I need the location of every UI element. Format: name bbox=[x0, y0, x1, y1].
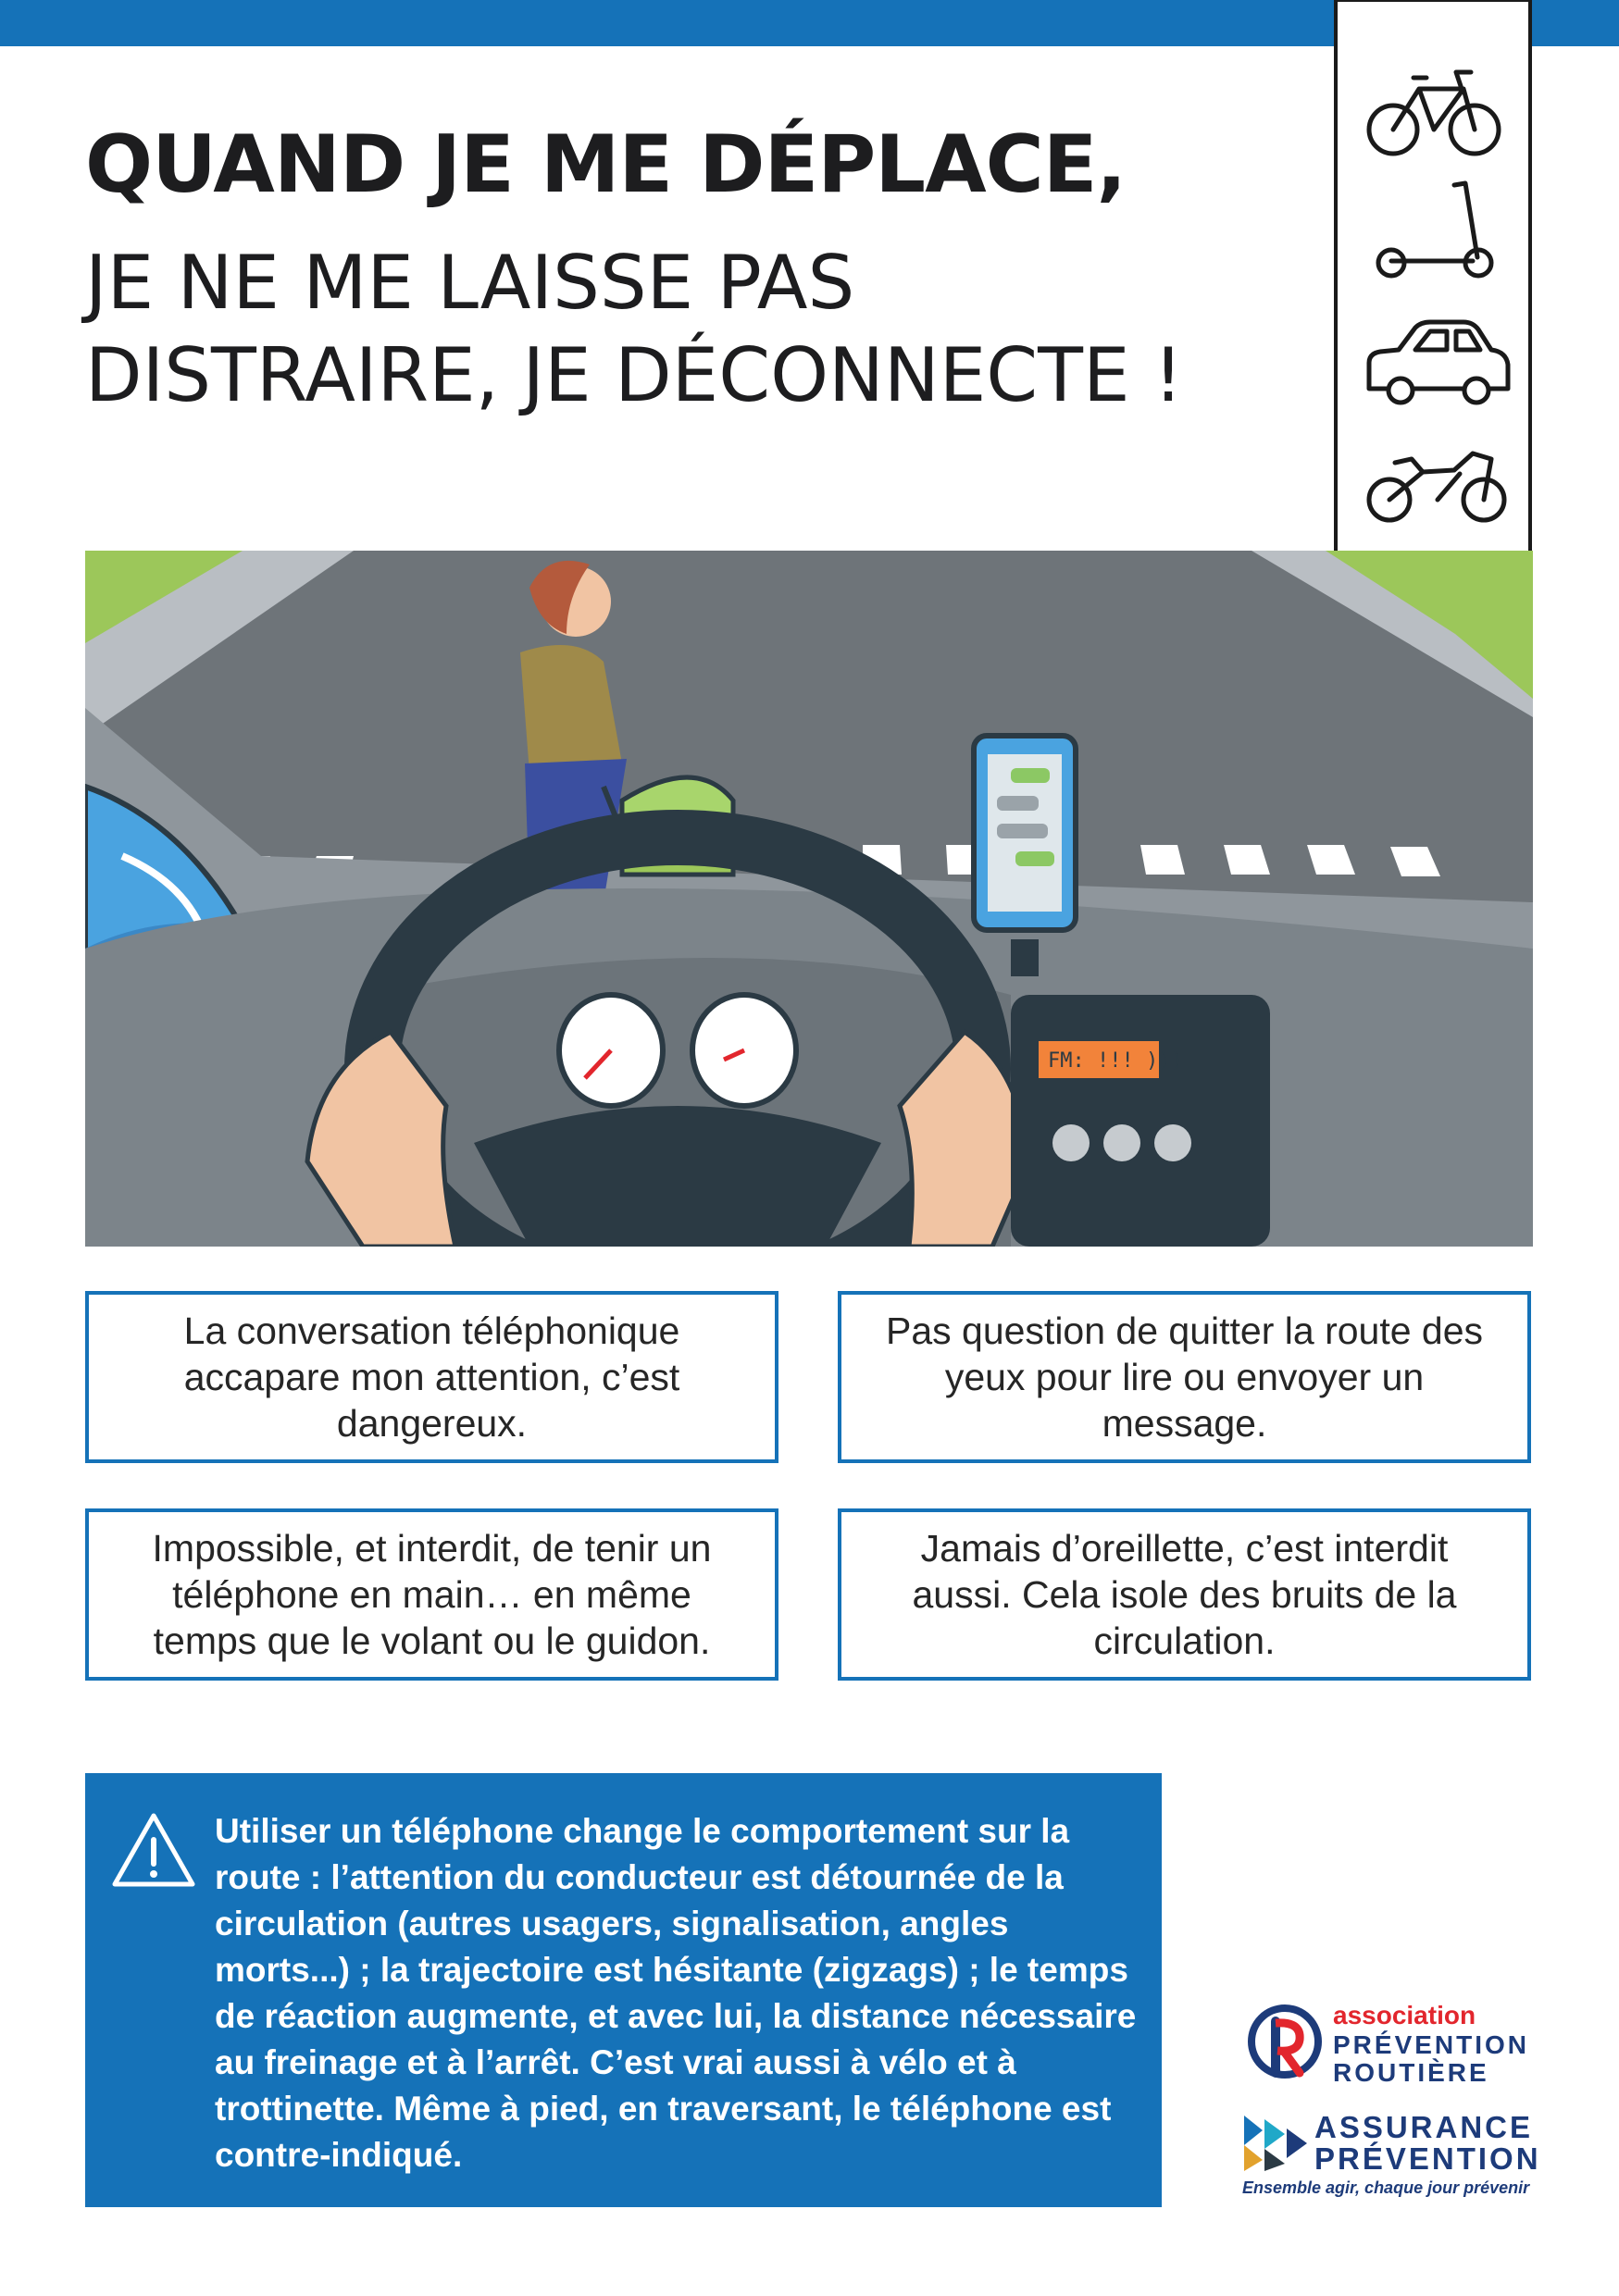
tip-text: La conversation téléphonique accapare mon attention, c’est dangereux. bbox=[183, 1309, 680, 1445]
assurance-prevention-mark bbox=[1240, 2112, 1314, 2173]
tip-box-phone-conversation bbox=[85, 1291, 778, 1463]
warning-text: Utiliser un téléphone change le comportement sur la route : l’attention du conducteur est détournée de la circulation (autres usagers, signalisation, angles morts...) ; la trajectoire est hésitante (zigzags) ; le temps de réaction augmente, et avec lui, la distance nécessaire au freinage et à l’arrêt. C’est vrai aussi à vélo et à trottinette. Même à pied, en traversant, le téléphone est contre-indiqué. bbox=[215, 1812, 1137, 2174]
logo-assurance-text: ASSURANCE bbox=[1314, 2110, 1534, 2144]
driving-distraction-illustration bbox=[85, 551, 1533, 1247]
logo-prevention-text: PRÉVENTION bbox=[1314, 2141, 1541, 2176]
assurance-prevention-logo bbox=[1240, 2110, 1546, 2203]
tip-text: Jamais d’oreillette, c’est interdit aussi. Cela isole des bruits de la circulation. bbox=[912, 1527, 1457, 1662]
page-subtitle bbox=[85, 237, 1326, 422]
prevention-routiere-mark bbox=[1244, 1999, 1333, 2088]
logo-association-text: association bbox=[1333, 2001, 1476, 2029]
logo-prevention-text: PRÉVENTION bbox=[1333, 2030, 1530, 2059]
logo-routiere-text: ROUTIÈRE bbox=[1333, 2058, 1489, 2087]
tip-box-earpiece bbox=[838, 1508, 1531, 1681]
warning-triangle-icon bbox=[109, 1810, 198, 1890]
prevention-routiere-logo bbox=[1244, 1990, 1540, 2091]
warning-panel bbox=[85, 1773, 1162, 2207]
page-title: QUAND JE ME DÉPLACE, bbox=[85, 118, 1127, 211]
tip-text: Impossible, et interdit, de tenir un téléphone en main… en même temps que le volant ou le guidon. bbox=[152, 1527, 712, 1662]
transport-modes-banner bbox=[1334, 0, 1532, 620]
tip-box-reading-messages bbox=[838, 1291, 1531, 1463]
tip-box-phone-in-hand bbox=[85, 1508, 778, 1681]
subtitle-line-1: JE NE ME LAISSE PAS bbox=[85, 240, 855, 326]
subtitle-line-2: DISTRAIRE, JE DÉCONNECTE ! bbox=[85, 332, 1184, 418]
radio-display: FM: !!! ))) bbox=[1048, 1049, 1183, 1073]
logo-tagline: Ensemble agir, chaque jour prévenir bbox=[1242, 2178, 1530, 2197]
tip-text: Pas question de quitter la route des yeux pour lire ou envoyer un message. bbox=[885, 1309, 1484, 1445]
